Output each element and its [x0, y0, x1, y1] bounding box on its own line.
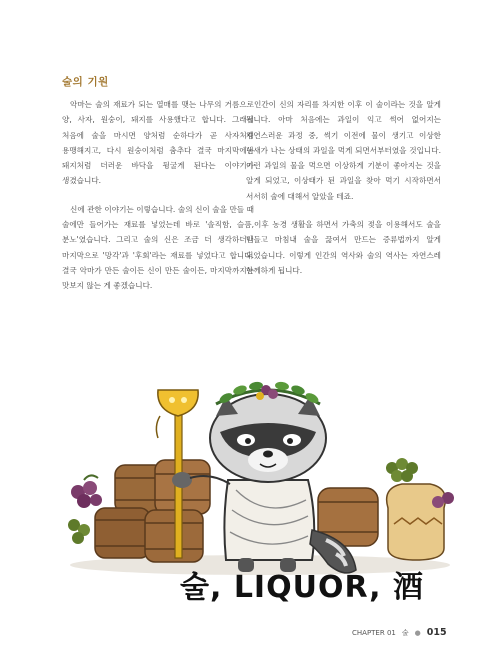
left-column [62, 97, 254, 307]
chapter-section: 술 [401, 629, 409, 637]
slogan-title: 술, LIQUOR, 酒 [180, 570, 424, 605]
barrel-icon [95, 508, 150, 558]
paragraph: 이후 농경 생활을 하면서 가축의 젖을 이용해서도 술을 만들고 마침내 술을 끓여서 만드는 증류법까지 알게 되었습니다. 이렇게 인간의 역사와 술의 역사는 자연스레 함께하게 됩니다. [246, 220, 441, 275]
chapter-label: CHAPTER 01 [352, 629, 396, 637]
paragraph: 인간이 신의 자리를 차지한 이후 이 술이라는 것을 알게 됩니다. 아마 처음에는 과일이 익고 썩어 없어지는 자연스러운 과정 중, 썩기 이전에 물이 생기고 이상한 냄새가 나는 상태의 과일을 먹게 되면서부터였을 것입니다. 이런 과일의 물을 먹으면 이상하게 기분이 좋아지는 것을 알게 되었고, 이상태가 된 과일을 찾아 먹기 시작하면서 서서히 술에 대해서 알았을 테죠. [246, 100, 441, 201]
right-column [246, 97, 441, 291]
page-number: 015 [426, 627, 447, 638]
separator-dot-icon: ● [414, 629, 421, 637]
grapes-icon [68, 519, 90, 544]
wine-jug-icon [387, 484, 446, 560]
section-title: 술의 기원 [62, 76, 109, 88]
page-footer [352, 627, 447, 638]
paragraph: 악마는 술의 재료가 되는 열매를 맺는 나무의 거름으로 양, 사자, 원숭이, 돼지를 사용했다고 합니다. 그래서 처음에 술을 마시면 양처럼 순하다가 곧 사자처럼 용맹해지고, 다시 원숭이처럼 춤추다 결국 마지막에는 돼지처럼 더러운 바닥을 뒹굴게 된다는 이야기가 생겼습니다. [62, 100, 254, 186]
barrel-icon [145, 510, 203, 562]
paragraph: 신에 관한 이야기는 이렇습니다. 술의 신이 술을 만들 때 술에만 들어가는 재료를 넣었는데 바로 '솔직함, 슬픔, 분노'였습니다. 그리고 술의 신은 조금 더 생각하더니 마지막으로 '망각'과 '후회'라는 재료를 넣었다고 합니다. 결국 악마가 만든 술이든 신이 만든 술이든, 마지막까지는 맛보지 않는 게 좋겠습니다. [62, 204, 254, 291]
grapes-icon [71, 475, 102, 508]
